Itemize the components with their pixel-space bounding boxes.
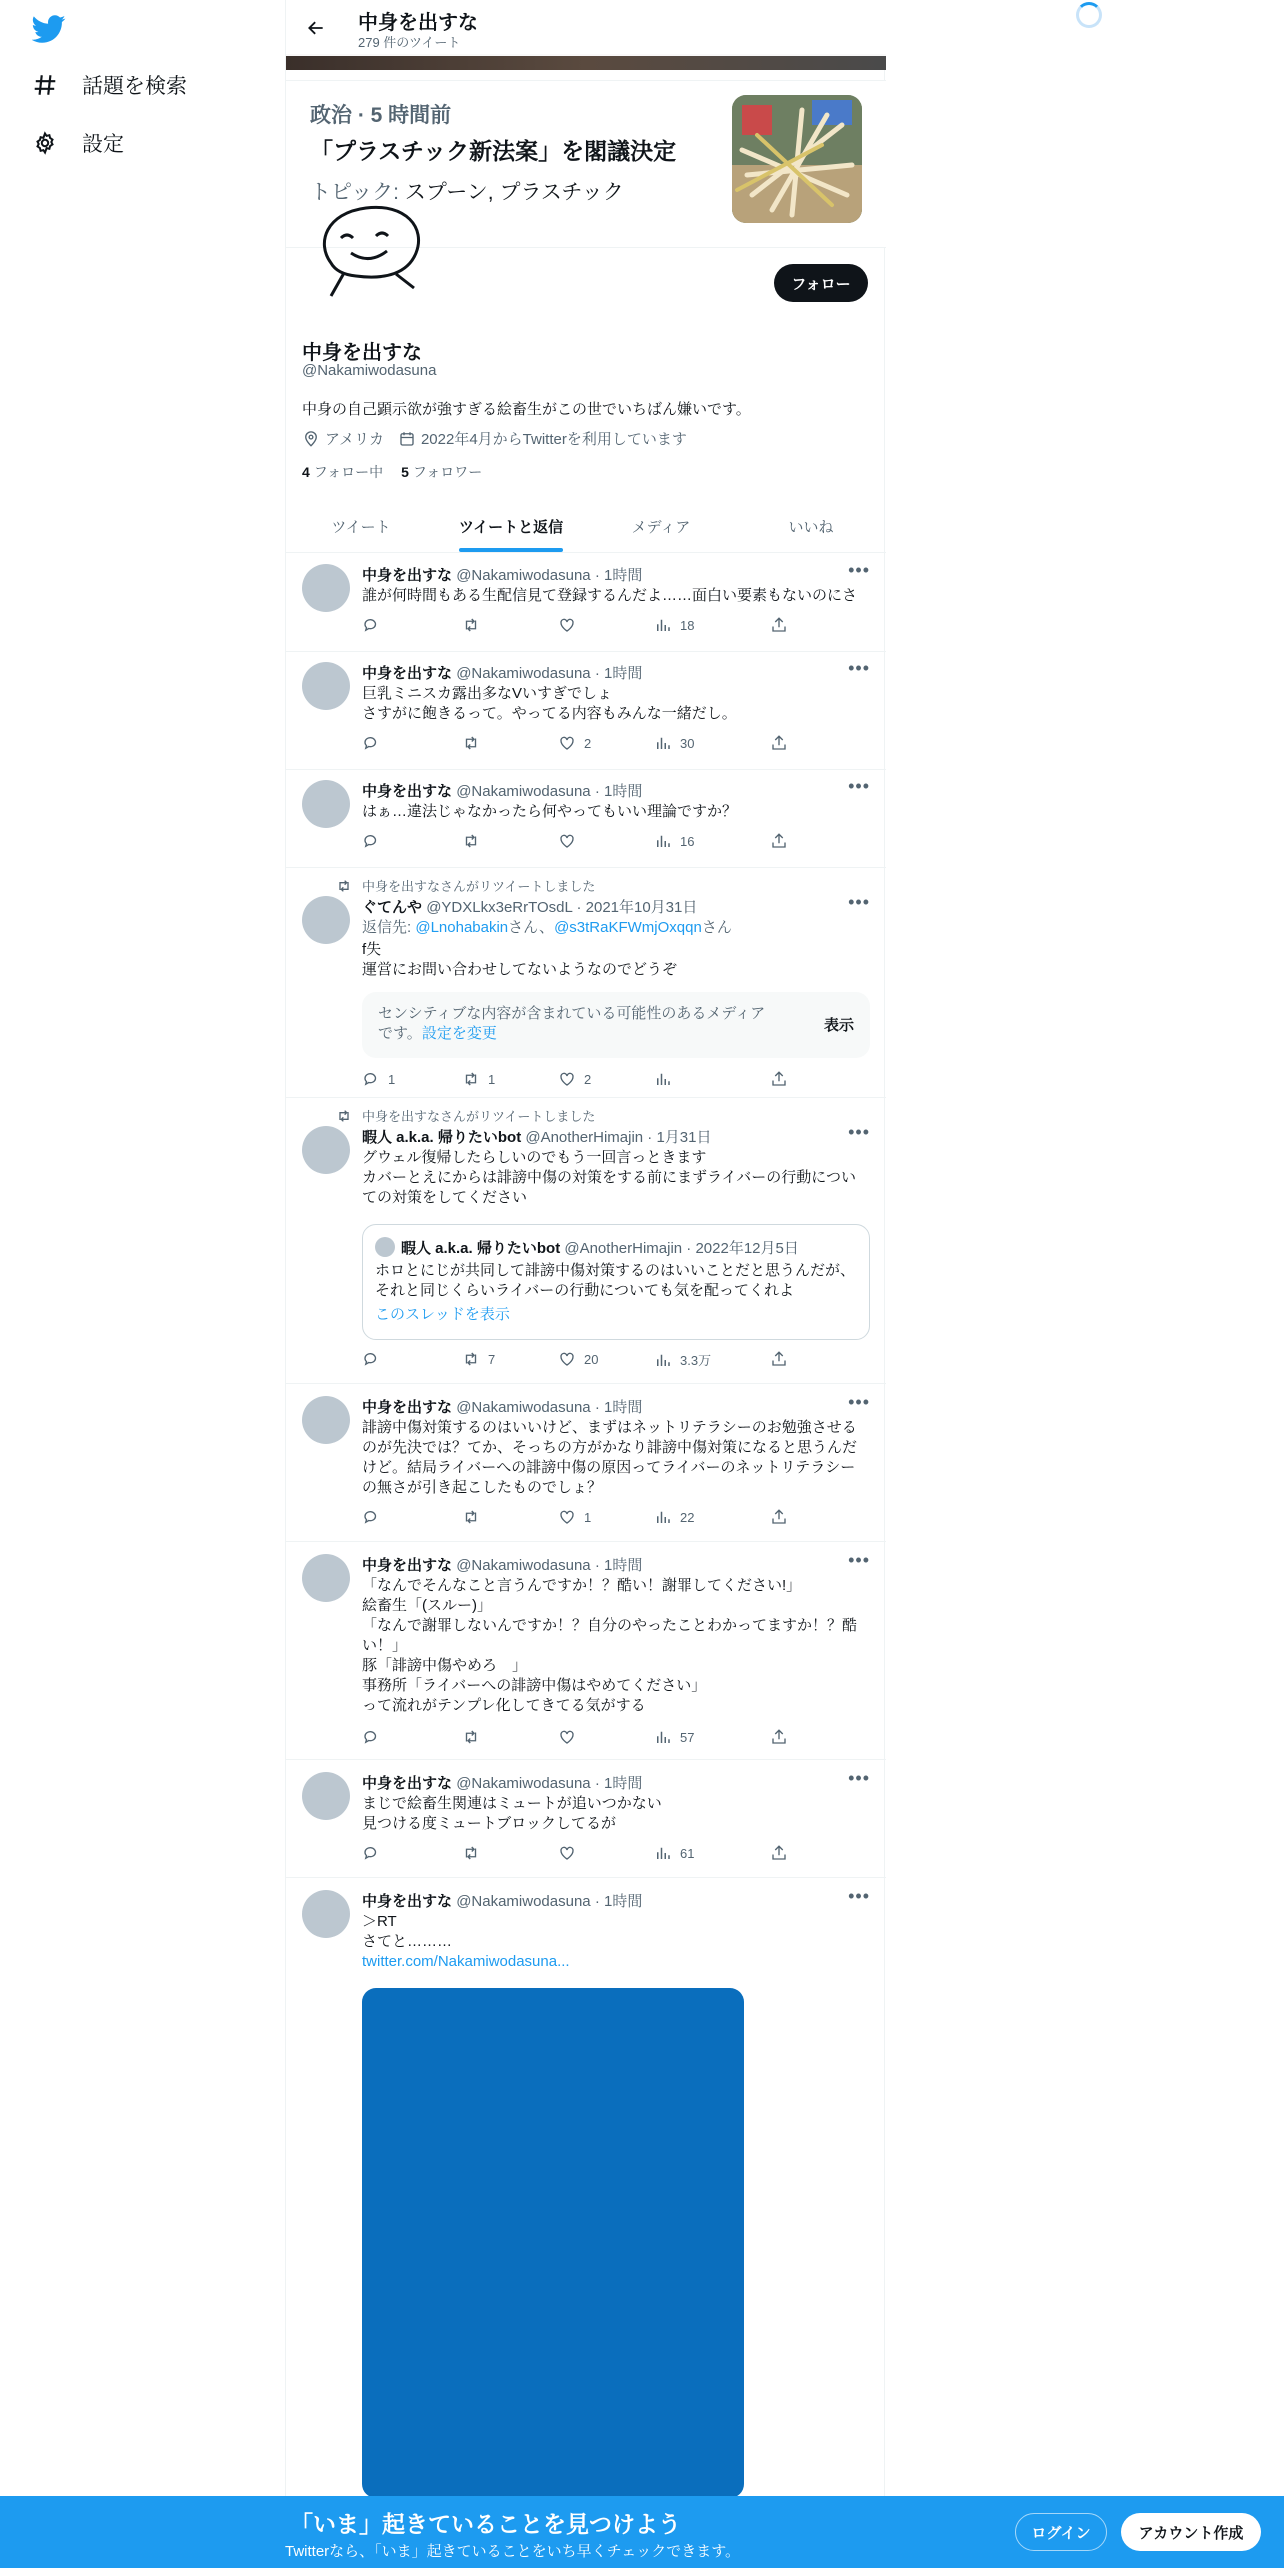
tweet-actions: [362, 1070, 792, 1090]
like-button[interactable]: [558, 832, 584, 850]
tweet-header: [362, 1890, 642, 1911]
more-icon[interactable]: •••: [848, 1886, 870, 1906]
reply-icon: [362, 1844, 380, 1862]
header-title: 中身を出すな: [358, 12, 478, 34]
heart-icon: [558, 1508, 576, 1526]
analytics-icon: [654, 1508, 672, 1526]
view-count: 30: [680, 735, 695, 751]
retweet-icon: [462, 1844, 480, 1862]
avatar[interactable]: [302, 1554, 350, 1602]
more-icon[interactable]: •••: [848, 1550, 870, 1570]
tweet-text: はぁ…違法じゃなかったら何やってもいい理論ですか？: [362, 803, 738, 820]
profile-tabs: [286, 500, 886, 553]
tweet-meta: @Nakamiwodasuna · 1時間: [456, 665, 643, 682]
retweet-label-text: 中身を出すなさんがリツイートしました: [362, 1109, 596, 1124]
heart-icon: [558, 1728, 576, 1746]
reply-to-suffix: さん: [701, 919, 732, 936]
following-count: 4: [302, 464, 310, 480]
trend-topic-value: スプーン, プラスチック: [399, 181, 624, 204]
tweet-author-name[interactable]: 中身を出すな: [362, 1557, 453, 1574]
tweet-author-name[interactable]: 中身を出すな: [362, 1893, 453, 1910]
avatar[interactable]: [302, 564, 350, 612]
header-tweet-count: 279 件のツイート: [358, 35, 461, 50]
signup-bar-title: 「いま」起きていることを見つけよう: [290, 2511, 681, 2537]
reply-button[interactable]: [362, 1070, 395, 1088]
tab-likes[interactable]: いいね: [788, 518, 834, 536]
share-button[interactable]: [770, 1070, 788, 1088]
reply-to-line: [362, 918, 870, 938]
tweet[interactable]: [286, 1098, 886, 1384]
tweet-meta: @Nakamiwodasuna · 1時間: [456, 1399, 643, 1416]
retweet-button[interactable]: [462, 1070, 495, 1088]
tweet[interactable]: [286, 868, 886, 1098]
retweet-count: 1: [488, 1071, 496, 1087]
like-button[interactable]: [558, 734, 591, 752]
views-button[interactable]: [654, 616, 694, 634]
nav-explore[interactable]: [30, 70, 187, 100]
location-pin-icon: [302, 430, 320, 448]
tweet-header: [362, 662, 642, 683]
retweet-button[interactable]: [462, 832, 488, 850]
share-icon: [770, 616, 788, 634]
reply-button[interactable]: [362, 1844, 388, 1862]
tweet-author-name[interactable]: ぐてんや: [362, 899, 423, 916]
heart-icon: [558, 1844, 576, 1862]
change-settings-link[interactable]: 設定を変更: [421, 1025, 497, 1042]
tweet-text: 誰が何時間もある生配信見て登録するんだよ……面白い要素もないのにさ: [362, 587, 858, 604]
gear-icon: [30, 128, 60, 158]
view-count: 18: [680, 617, 695, 633]
avatar[interactable]: [302, 1890, 350, 1938]
avatar[interactable]: [302, 780, 350, 828]
tweet-author-name[interactable]: 中身を出すな: [362, 665, 453, 682]
twitter-logo-icon[interactable]: [32, 12, 66, 46]
retweet-icon: [336, 878, 352, 894]
heart-icon: [558, 1350, 576, 1368]
profile-bio: 中身の自己顕示欲が強すぎる絵畜生がこの世でいちばん嫌いです。: [302, 401, 751, 418]
follow-button[interactable]: フォロー: [774, 264, 868, 302]
tweet-meta: @Nakamiwodasuna · 1時間: [456, 1775, 643, 1792]
profile-header: [286, 0, 886, 56]
profile-location-text: アメリカ: [325, 431, 384, 448]
like-count: 20: [584, 1351, 599, 1367]
share-button[interactable]: [770, 1844, 788, 1862]
tweet-actions: [362, 734, 792, 754]
followers-link[interactable]: [401, 462, 482, 482]
reply-button[interactable]: [362, 616, 388, 634]
like-button[interactable]: [558, 1350, 598, 1368]
reply-count: 1: [388, 1071, 396, 1087]
tweet-meta: @AnotherHimajin · 1月31日: [525, 1129, 712, 1146]
reply-icon: [362, 1350, 380, 1368]
retweet-count: 7: [488, 1351, 496, 1367]
tweet[interactable]: [286, 1760, 886, 1878]
reply-button[interactable]: [362, 832, 388, 850]
retweet-icon: [462, 616, 480, 634]
avatar: [375, 1237, 395, 1257]
tweet-header: [362, 1554, 642, 1575]
quoted-tweet[interactable]: [362, 1224, 870, 1340]
views-button[interactable]: [654, 734, 694, 752]
hashtag-icon: [30, 70, 60, 100]
like-button[interactable]: [558, 616, 584, 634]
more-icon[interactable]: •••: [848, 892, 870, 912]
views-button[interactable]: [654, 1728, 694, 1746]
followers-label: フォロワー: [412, 464, 483, 480]
retweet-button[interactable]: [462, 1508, 488, 1526]
avatar[interactable]: [302, 1126, 350, 1174]
tweet-text: 誹謗中傷対策するのはいいけど、まずはネットリテラシーのお勉強させるのが先決では？てか、そっちの方がかなり誹謗中傷対策になると思うんだけど。結局ライバーへの誹謗中傷の原因ってライバーのネットリテラシーの無さが引き起こしたものでしょ？: [362, 1419, 858, 1496]
profile-stats: [302, 462, 482, 482]
reply-to-mid: さん、: [508, 919, 555, 936]
quoted-tweet-header: [401, 1237, 799, 1258]
reply-button[interactable]: [362, 1508, 388, 1526]
sensitive-text: [378, 1004, 778, 1044]
like-count: 1: [584, 1509, 592, 1525]
tweet[interactable]: [286, 554, 886, 652]
view-count: 22: [680, 1509, 695, 1525]
avatar[interactable]: [302, 662, 350, 710]
tweet-header: [362, 780, 642, 801]
profile-column: [285, 0, 885, 2568]
more-icon[interactable]: •••: [848, 1392, 870, 1412]
share-icon: [770, 1508, 788, 1526]
share-button[interactable]: [770, 832, 788, 850]
loading-spinner-icon: [1076, 2, 1102, 28]
heart-icon: [558, 734, 576, 752]
retweet-button[interactable]: [462, 734, 488, 752]
like-count: 2: [584, 1071, 592, 1087]
reply-icon: [362, 1508, 380, 1526]
view-count: 16: [680, 833, 695, 849]
more-icon[interactable]: •••: [848, 658, 870, 678]
retweet-icon: [462, 734, 480, 752]
views-button[interactable]: [654, 1844, 694, 1862]
share-icon: [770, 1070, 788, 1088]
tweet-text: 「なんでそんなこと言うんですか！？酷い！謝罪してください!」 絵畜生「(スルー)」 「なんで謝罪しないんですか！？自分のやったことわかってますか！？酷い！」 豚「誹謗中傷やめろ 」 事務所「ライバーへの誹謗中傷はやめてください」 って流れがテンプレ化してきてる気がする: [362, 1577, 858, 1714]
more-icon[interactable]: •••: [848, 1122, 870, 1142]
analytics-icon: [654, 734, 672, 752]
more-icon[interactable]: •••: [848, 1768, 870, 1788]
like-button[interactable]: [558, 1844, 584, 1862]
share-icon: [770, 832, 788, 850]
tweet-meta: @Nakamiwodasuna · 1時間: [456, 1893, 643, 1910]
like-button[interactable]: [558, 1508, 591, 1526]
tweet-actions: [362, 616, 792, 636]
tweet-actions: [362, 1508, 792, 1528]
tab-tweets-and-replies[interactable]: ツイートと返信: [436, 500, 586, 552]
more-icon[interactable]: •••: [848, 776, 870, 796]
retweet-icon: [462, 832, 480, 850]
analytics-icon: [654, 1070, 672, 1088]
mention-link[interactable]: @s3tRaKFWmjOxqqn: [554, 919, 702, 936]
retweet-button[interactable]: [462, 1350, 495, 1368]
share-icon: [770, 734, 788, 752]
tweet-meta: @Nakamiwodasuna · 1時間: [456, 567, 643, 584]
reply-to-prefix: 返信先:: [362, 919, 416, 936]
nav-explore-label: 話題を検索: [82, 75, 187, 98]
tweet-text: 巨乳ミニスカ露出多なVいすぎでしょ さすがに飽きるって。やってる内容もみんな一緒だし。: [362, 685, 737, 722]
back-arrow-icon[interactable]: [298, 10, 334, 46]
view-count: 3.3万: [680, 1353, 712, 1368]
like-button[interactable]: [558, 1070, 591, 1088]
signup-bar-subtitle: Twitterなら、「いま」起きていることをいち早くチェックできます。: [285, 2543, 741, 2560]
reply-icon: [362, 832, 380, 850]
like-count: 2: [584, 735, 592, 751]
retweet-label-text: 中身を出すなさんがリツイートしました: [362, 879, 596, 894]
views-button[interactable]: [654, 1070, 680, 1088]
quoted-text: ホロとにじが共同して誹謗中傷対策するのはいいことだと思うんだが、それと同じくらいライバーの行動についても気を配ってくれよ: [375, 1262, 856, 1299]
view-count: 57: [680, 1729, 695, 1745]
reply-icon: [362, 1070, 380, 1088]
signup-button[interactable]: アカウント作成: [1121, 2513, 1261, 2551]
profile-avatar[interactable]: [296, 188, 446, 308]
trend-topic-prefix: トピック:: [310, 181, 399, 204]
tweet-actions: [362, 1350, 792, 1370]
tweet-author-name[interactable]: 中身を出すな: [362, 1775, 453, 1792]
share-icon: [770, 1728, 788, 1746]
share-button[interactable]: [770, 1350, 788, 1368]
retweet-icon: [462, 1070, 480, 1088]
signup-bar: [0, 2496, 1284, 2568]
trend-title: 「プラスチック新法案」を閣議決定: [310, 138, 677, 164]
tab-media[interactable]: メディア: [631, 518, 691, 536]
tweet[interactable]: [286, 1542, 886, 1760]
retweet-label: [336, 1106, 595, 1125]
profile-handle: @Nakamiwodasuna: [302, 362, 437, 379]
profile-banner[interactable]: [286, 54, 886, 70]
tweet-text: まじで絵畜生関連はミュートが追いつかない 見つける度ミュートブロックしてるが: [362, 1795, 662, 1832]
analytics-icon: [654, 1351, 672, 1369]
views-button[interactable]: [654, 832, 694, 850]
retweet-icon: [336, 1108, 352, 1124]
tweet-text: ＞RT さてと………: [362, 1913, 453, 1950]
followers-count: 5: [401, 464, 409, 480]
heart-icon: [558, 832, 576, 850]
show-thread-link[interactable]: このスレッドを表示: [375, 1306, 510, 1323]
tweet-author-name[interactable]: 中身を出すな: [362, 783, 453, 800]
reply-icon: [362, 616, 380, 634]
calendar-icon: [398, 430, 416, 448]
retweet-button[interactable]: [462, 1844, 488, 1862]
share-icon: [770, 1350, 788, 1368]
tweet[interactable]: [286, 1878, 886, 2568]
profile-joined: [398, 428, 687, 449]
profile-meta: [302, 428, 687, 449]
show-media-button[interactable]: 表示: [823, 1017, 854, 1034]
tweet-meta: @Nakamiwodasuna · 1時間: [456, 783, 643, 800]
tweet-header: [362, 564, 642, 585]
tweet-text: グウェル復帰したらしいのでもう一回言っときます カバーとえにからは誹謗中傷の対策をする前にまずライバーの行動についての対策をしてください: [362, 1149, 856, 1206]
analytics-icon: [654, 832, 672, 850]
tweet-actions: [362, 1728, 792, 1748]
profile-name: 中身を出すな: [302, 342, 422, 364]
quoted-meta: @AnotherHimajin · 2022年12月5日: [564, 1240, 799, 1257]
views-button[interactable]: [654, 1350, 711, 1369]
avatar[interactable]: [302, 1396, 350, 1444]
share-button[interactable]: [770, 1508, 788, 1526]
analytics-icon: [654, 1844, 672, 1862]
retweet-icon: [462, 1350, 480, 1368]
following-link[interactable]: [302, 462, 383, 482]
share-icon: [770, 1844, 788, 1862]
nav-settings-label: 設定: [82, 133, 124, 156]
tweet-actions: [362, 1844, 792, 1864]
reply-button[interactable]: [362, 1350, 388, 1368]
share-button[interactable]: [770, 1728, 788, 1746]
retweet-icon: [462, 1508, 480, 1526]
views-button[interactable]: [654, 1508, 694, 1526]
view-count: 61: [680, 1845, 695, 1861]
trend-meta: 政治 · 5 時間前: [310, 104, 452, 127]
tweet-header: [362, 1772, 642, 1793]
tweet-actions: [362, 832, 792, 852]
heart-icon: [558, 1070, 576, 1088]
tweet-author-name[interactable]: 中身を出すな: [362, 1399, 453, 1416]
sensitive-text-body: センシティブな内容が含まれている可能性のあるメディアです。: [378, 1005, 766, 1042]
tweet[interactable]: [286, 652, 886, 770]
tab-tweets[interactable]: ツイート: [331, 518, 391, 536]
tweet-text: f失 運営にお問い合わせしてないようなのでどうぞ: [362, 941, 678, 978]
tweet-header: [362, 1126, 712, 1147]
heart-icon: [558, 616, 576, 634]
login-button[interactable]: ログイン: [1015, 2513, 1107, 2551]
tweet-meta: @Nakamiwodasuna · 1時間: [456, 1557, 643, 1574]
reply-button[interactable]: [362, 1728, 388, 1746]
mention-link[interactable]: @Lnohabakin: [415, 919, 509, 936]
analytics-icon: [654, 1728, 672, 1746]
analytics-icon: [654, 616, 672, 634]
avatar[interactable]: [302, 896, 350, 944]
tweet-header: [362, 896, 697, 917]
tweet[interactable]: [286, 770, 886, 868]
tweet-media[interactable]: [362, 1988, 744, 2498]
reply-button[interactable]: [362, 734, 388, 752]
tweet[interactable]: [286, 1384, 886, 1542]
tweet-author-name[interactable]: 中身を出すな: [362, 567, 453, 584]
tweet-header: [362, 1396, 642, 1417]
following-label: フォロー中: [313, 464, 384, 480]
profile-location: [302, 428, 384, 449]
reply-icon: [362, 1728, 380, 1746]
retweet-label: [336, 876, 595, 895]
sensitive-media-warning: [362, 992, 870, 1058]
more-icon[interactable]: •••: [848, 560, 870, 580]
avatar[interactable]: [302, 1772, 350, 1820]
tweet-author-name[interactable]: 暇人 a.k.a. 帰りたいbot: [362, 1129, 522, 1146]
share-button[interactable]: [770, 734, 788, 752]
nav-settings[interactable]: [30, 128, 124, 158]
retweet-icon: [462, 1728, 480, 1746]
retweet-button[interactable]: [462, 616, 488, 634]
trend-thumbnail: [732, 95, 862, 223]
share-button[interactable]: [770, 616, 788, 634]
reply-icon: [362, 734, 380, 752]
tweet-link[interactable]: twitter.com/Nakamiwodasuna...: [362, 1953, 570, 1970]
like-button[interactable]: [558, 1728, 584, 1746]
quoted-author-name: 暇人 a.k.a. 帰りたいbot: [401, 1240, 561, 1257]
tweet-meta: @YDXLkx3eRrTOsdL · 2021年10月31日: [426, 899, 698, 916]
profile-joined-text: 2022年4月からTwitterを利用しています: [420, 431, 687, 448]
retweet-button[interactable]: [462, 1728, 488, 1746]
